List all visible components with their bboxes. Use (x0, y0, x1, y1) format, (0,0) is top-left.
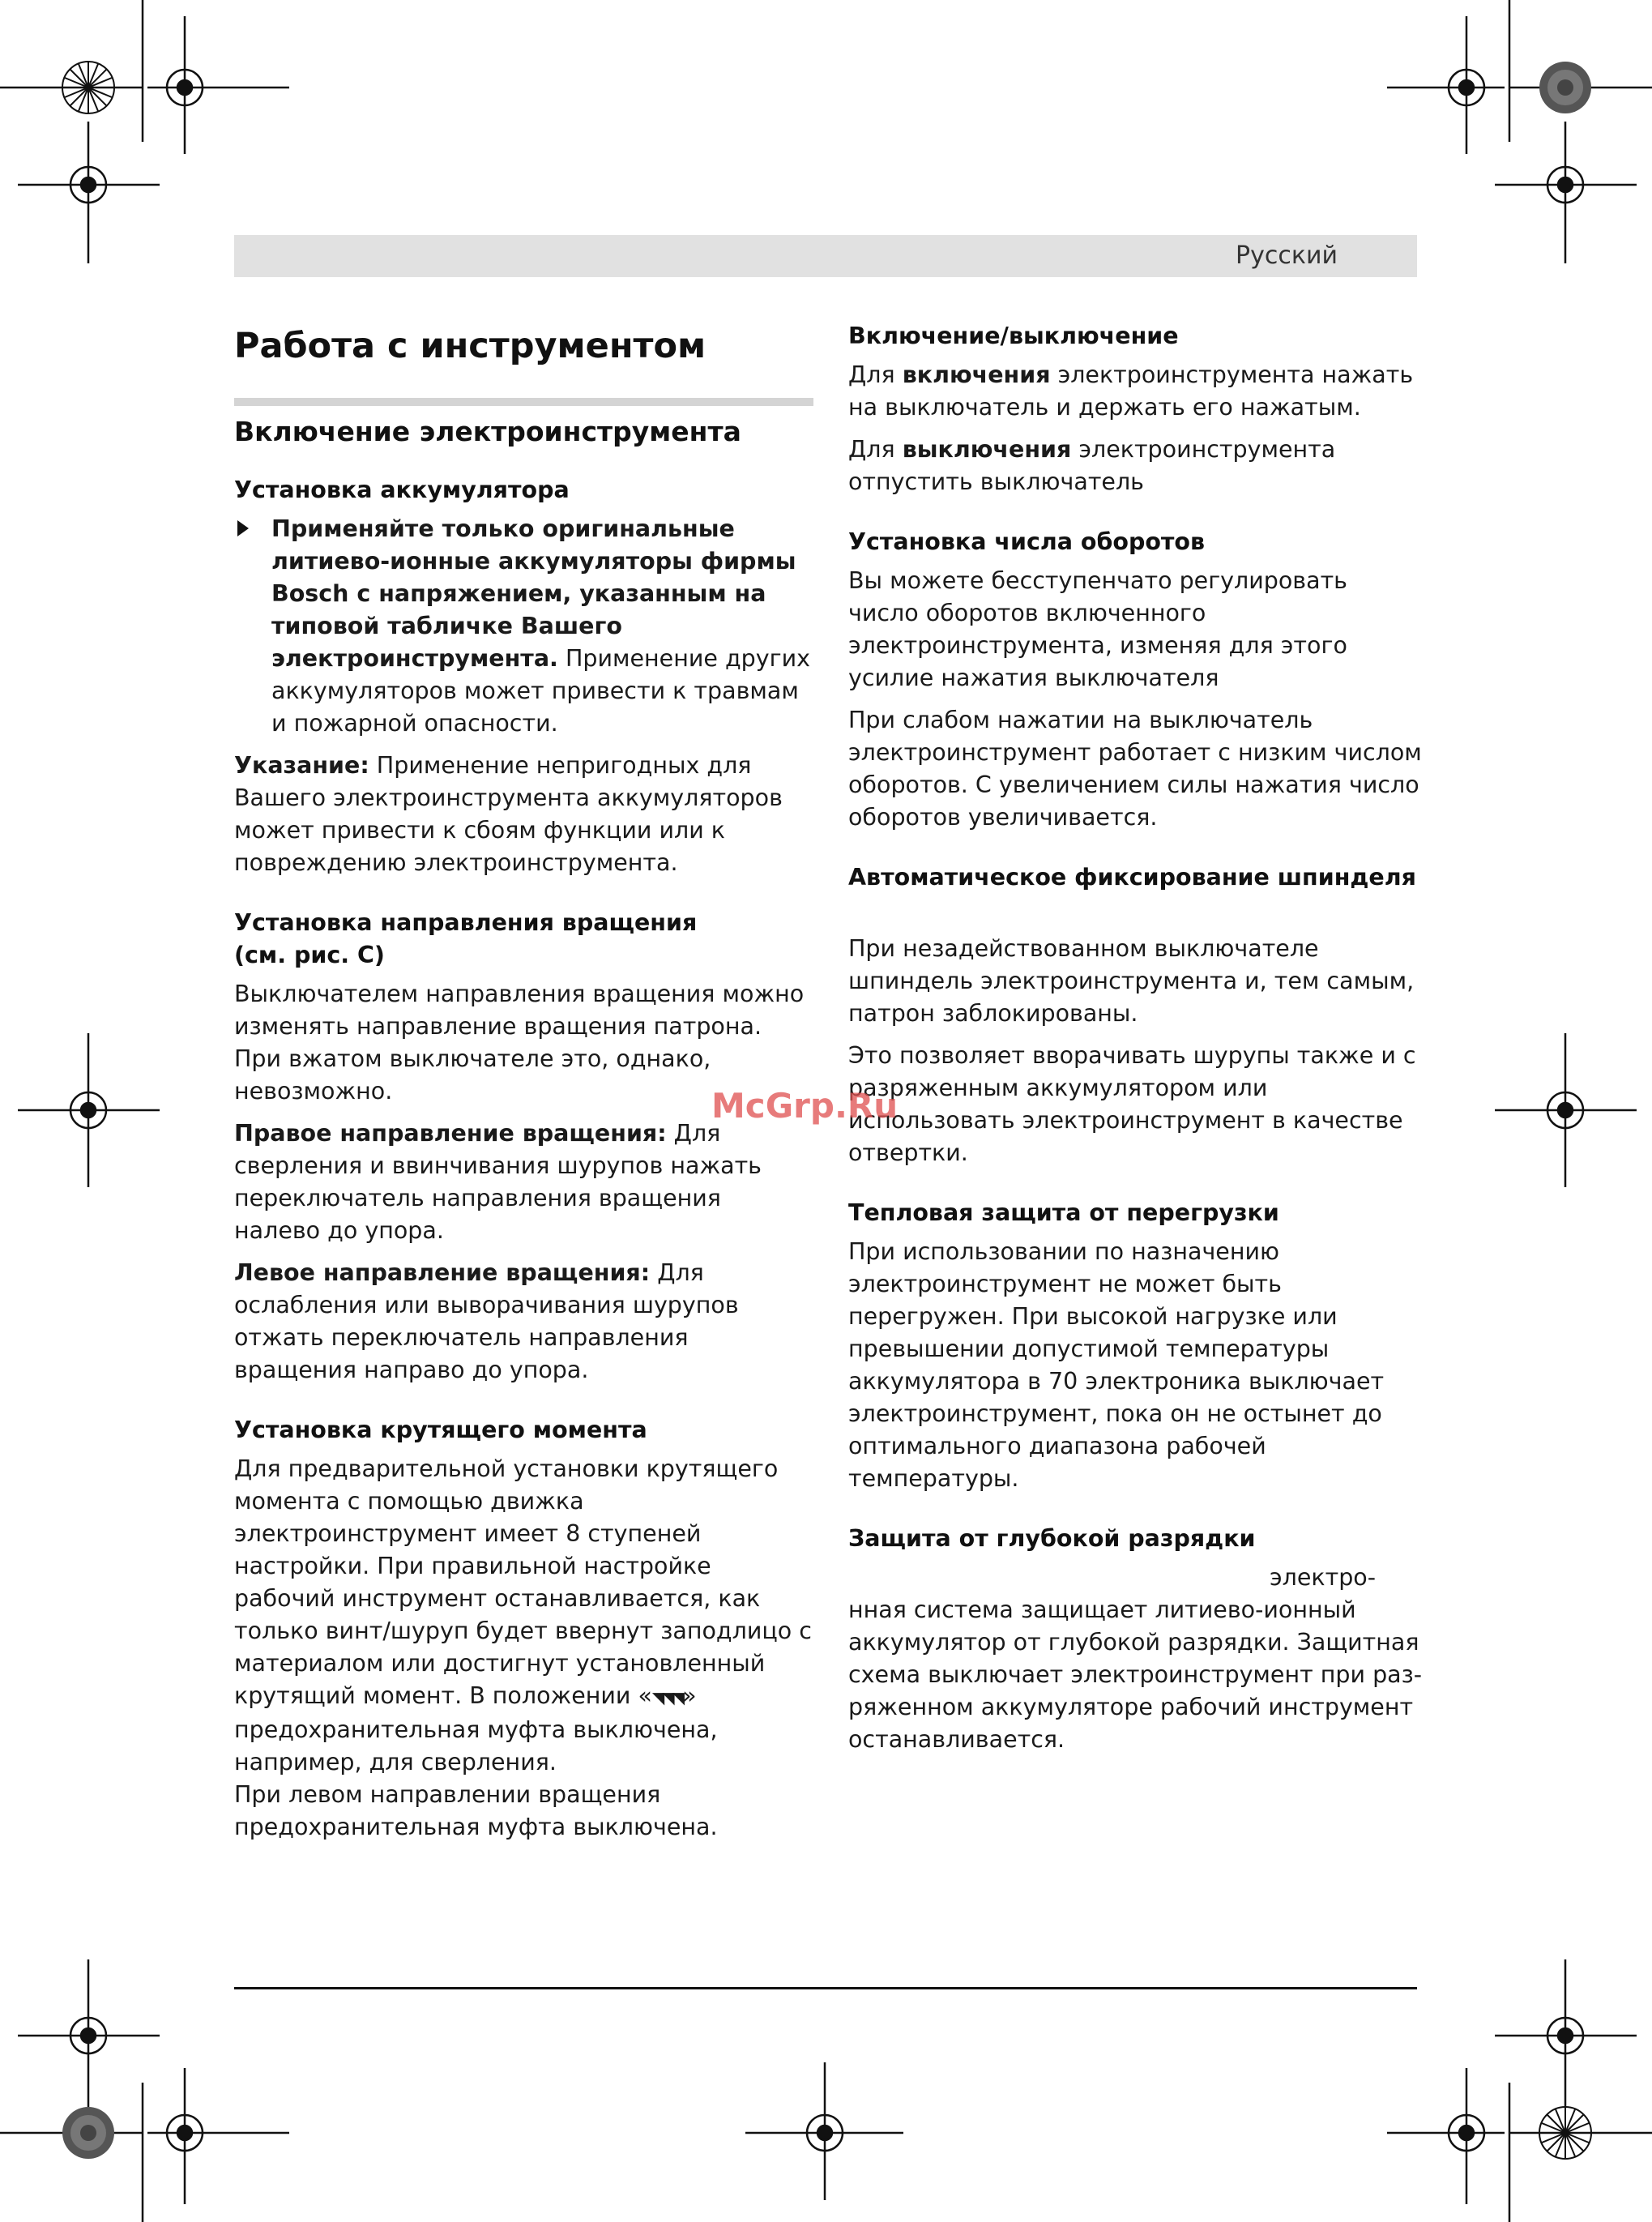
battery-warning-text: Применение других аккумуляторов может привести к травмам и пожарной опасности. (271, 645, 810, 737)
direction-heading (234, 907, 813, 972)
speed-heading: Установка числа оборотов (848, 528, 1206, 555)
battery-warning (234, 513, 813, 740)
torque-text1: Для предварительной установки крутящего момента с помощью движка электроинструмент имеет 8 ступеней настройки. При правильной настройке рабочий инструмент останавливается, как только винт/шуруп будет ввернут заподлицо с материалом или достигнут установленный крутящий момент. В положении « (234, 1455, 812, 1709)
title-divider (234, 398, 813, 406)
onoff-on-post: электроинструмента нажать на выключатель и держать его нажатым. (848, 361, 1414, 421)
onoff-heading: Включение/выключение (848, 323, 1179, 349)
torque-text (234, 1453, 813, 1779)
direction-right-label: Правое направление вращения: (234, 1120, 667, 1147)
battery-note-label: Указание: (234, 752, 369, 779)
section-title: Включение электроинструмента (234, 416, 741, 447)
header-bar (234, 235, 1417, 277)
battery-note (234, 750, 813, 879)
footer-rule (234, 1987, 1417, 1989)
speed-text1: Вы можете бесступенчато регулировать число оборотов включенного электроинструмента, изменяя для этого усилие нажатия выключателя (848, 567, 1347, 691)
discharge-text: электронная система защищает литиево-ионный аккумулятор от глубокой разрядки. Защитная схема выключает электроинструмент при разряженном аккумуляторе рабочий инструмент останавливается. (848, 1564, 1423, 1753)
language-label: Русский (1236, 241, 1338, 270)
thermal-heading: Тепловая защита от перегрузки (848, 1199, 1279, 1226)
torque-text3: При левом направлении вращения предохранительная муфта выключена. (234, 1781, 718, 1840)
onoff-on-bold: включения (902, 361, 1051, 388)
direction-right-text: Для сверления и ввинчивания шурупов нажать переключатель направления вращения налево до упора. (234, 1120, 762, 1244)
direction-right (234, 1117, 813, 1247)
battery-note-text: Применение непригодных для Вашего электроинструмента аккумуляторов может привести к сбоям функции или к повреждению электроинструмента. (234, 752, 783, 876)
onoff-on-pre: Для (848, 361, 903, 388)
spindle-text1: При незадействованном выключателе шпиндель электроинструмента и, тем самым, патрон заблокированы. (848, 935, 1415, 1027)
torque-heading: Установка крутящего момента (234, 1417, 647, 1443)
torque-text2: » предохранительная муфта выключена, например, для сверления. (234, 1682, 718, 1775)
onoff-off-post: электроинструмента отпустить выключатель (848, 436, 1336, 495)
direction-left (234, 1257, 813, 1387)
direction-left-label: Левое направление вращения: (234, 1259, 651, 1286)
direction-intro: Выключателем направления вращения можно изменять направление вращения патрона. При вжатом выключателе это, однако, невозможно. (234, 981, 805, 1105)
watermark: McGrp.Ru (711, 1086, 899, 1126)
right-column (848, 320, 1424, 1766)
discharge-heading: Защита от глубокой разрядки (848, 1525, 1256, 1552)
onoff-off-bold: выключения (902, 436, 1072, 463)
direction-heading-line2: (см. рис. С) (234, 942, 385, 968)
direction-left-text: Для ослабления или выворачивания шурупов отжать переключатель направления вращения направо до упора. (234, 1259, 739, 1383)
page-title: Работа с инструментом (234, 326, 706, 366)
battery-heading: Установка аккумулятора (234, 476, 570, 503)
onoff-off-pre: Для (848, 436, 903, 463)
onoff-off (848, 434, 1424, 498)
speed-text2: При слабом нажатии на выключатель электроинструмент работает с низким числом оборотов. С увеличением силы нажатия число оборотов увеличивается. (848, 707, 1422, 831)
spindle-heading: Автоматическое фиксирование шпинделя (848, 864, 1416, 891)
direction-heading-line1: Установка направления вращения (234, 909, 698, 936)
spindle-text2: Это позволяет вворачивать шурупы также и с разряженным аккумулятором или использовать электроинструмент в качестве отвертки. (848, 1042, 1416, 1166)
onoff-on (848, 359, 1424, 424)
drill-symbol-icon: ◥◥◥ (651, 1688, 683, 1707)
battery-warning-bold: Применяйте только оригинальные литиево-ионные аккумуляторы фирмы Bosch с напряжением, указанным на типовой табличке Вашего электроинструмента. (271, 515, 796, 672)
thermal-text: При использовании по назначению электроинструмент не может быть перегружен. При высокой нагрузке или превышении допустимой температуры аккумулятора в 70 электроника выключает электроинструмент, пока он не остынет до оптимального диапазона рабочей температуры. (848, 1238, 1385, 1492)
warning-arrow-icon (237, 520, 249, 536)
